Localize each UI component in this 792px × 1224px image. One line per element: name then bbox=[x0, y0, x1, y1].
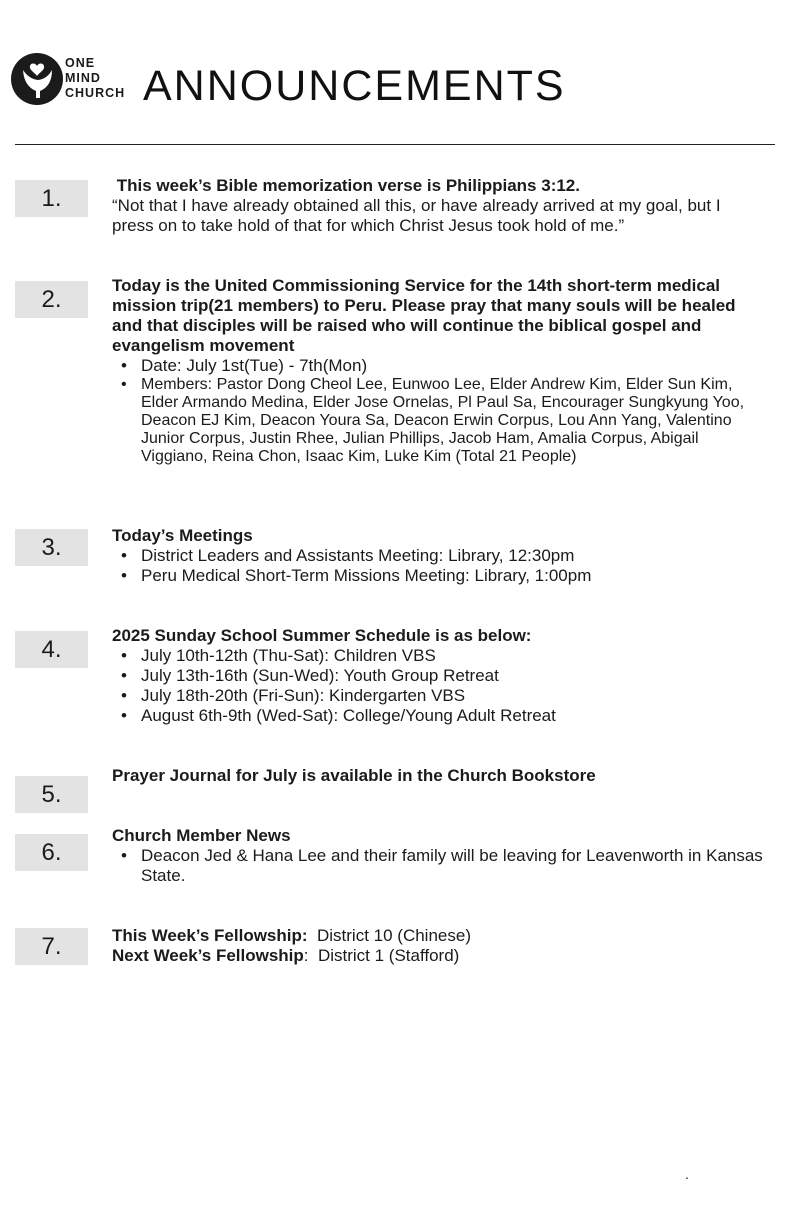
announcement-item-4 bbox=[112, 626, 764, 726]
list-item: • Date: July 1st(Tue) - 7th(Mon) bbox=[112, 356, 764, 376]
fellowship-line bbox=[112, 926, 764, 946]
item-bullet-list bbox=[112, 846, 764, 886]
list-item: • Members: Pastor Dong Cheol Lee, Eunwoo Lee, Elder Andrew Kim, Elder Sun Kim, Elder Armando Medina, Elder Jose Ornelas, Pl Paul Sa, Encourager Sungkyung Yoo, Deacon EJ Kim, Deacon Youra Sa, Deacon Erwin Corpus, Lou Ann Yang, Valentino Junior Corpus, Justin Rhee, Julian Phillips, Jacob Ham, Amalia Corpus, Abigail Viggiano, Reina Chon, Isaac Kim, Luke Kim (Total 21 People) bbox=[112, 376, 764, 466]
logo-wordmark bbox=[65, 56, 125, 101]
item-body: “Not that I have already obtained all this, or have already arrived at my goal, but I press on to take hold of that for which Christ Jesus took hold of me.” bbox=[112, 196, 721, 235]
item-heading: This week’s Bible memorization verse is Philippians 3:12. bbox=[112, 176, 580, 195]
announcement-item-1 bbox=[112, 176, 764, 236]
fellowship-label: Next Week’s Fellowship bbox=[112, 946, 304, 965]
item-bullet-list bbox=[112, 646, 764, 726]
item-number-badge: 5. bbox=[15, 776, 88, 813]
item-heading: Prayer Journal for July is available in the Church Bookstore bbox=[112, 766, 596, 785]
logo-line: MIND bbox=[65, 71, 101, 85]
item-bullet-list bbox=[112, 356, 764, 376]
list-item: • Deacon Jed & Hana Lee and their family will be leaving for Leavenworth in Kansas State. bbox=[112, 846, 764, 886]
announcement-item-3 bbox=[112, 526, 764, 586]
item-number-badge: 7. bbox=[15, 928, 88, 965]
header-divider bbox=[15, 144, 775, 145]
announcement-item-6 bbox=[112, 826, 764, 886]
list-item: • August 6th-9th (Wed-Sat): College/Young Adult Retreat bbox=[112, 706, 764, 726]
fellowship-line bbox=[112, 946, 764, 966]
footer-mark: . bbox=[685, 1166, 689, 1182]
item-heading: Today’s Meetings bbox=[112, 526, 253, 545]
item-bullet-list bbox=[112, 376, 764, 466]
logo-line: ONE bbox=[65, 56, 96, 70]
announcement-item-7 bbox=[112, 926, 764, 966]
item-heading: 2025 Sunday School Summer Schedule is as below: bbox=[112, 626, 532, 645]
list-item: • July 10th-12th (Thu-Sat): Children VBS bbox=[112, 646, 764, 666]
church-logo-icon bbox=[11, 53, 63, 105]
item-bullet-list bbox=[112, 546, 764, 586]
fellowship-value: : District 1 (Stafford) bbox=[303, 946, 460, 965]
list-item: • Peru Medical Short-Term Missions Meeting: Library, 1:00pm bbox=[112, 566, 764, 586]
item-number-badge: 3. bbox=[15, 529, 88, 566]
logo-line: CHURCH bbox=[65, 86, 126, 100]
announcement-item-2 bbox=[112, 276, 764, 466]
list-item: • July 18th-20th (Fri-Sun): Kindergarten VBS bbox=[112, 686, 764, 706]
list-item: • District Leaders and Assistants Meeting: Library, 12:30pm bbox=[112, 546, 764, 566]
list-item: • July 13th-16th (Sun-Wed): Youth Group Retreat bbox=[112, 666, 764, 686]
item-number-badge: 1. bbox=[15, 180, 88, 217]
item-heading: Today is the United Commissioning Service for the 14th short-term medical mission trip(21 members) to Peru. Please pray that many souls will be healed and that disciples will be raised who will continue the biblical gospel and evangelism movement bbox=[112, 276, 736, 355]
announcement-item-5 bbox=[112, 766, 764, 786]
fellowship-value: District 10 (Chinese) bbox=[307, 926, 471, 945]
item-number-badge: 4. bbox=[15, 631, 88, 668]
page-title: ANNOUNCEMENTS bbox=[143, 62, 566, 110]
item-heading: Church Member News bbox=[112, 826, 291, 845]
fellowship-label: This Week’s Fellowship: bbox=[112, 926, 308, 945]
item-number-badge: 6. bbox=[15, 834, 88, 871]
item-number-badge: 2. bbox=[15, 281, 88, 318]
